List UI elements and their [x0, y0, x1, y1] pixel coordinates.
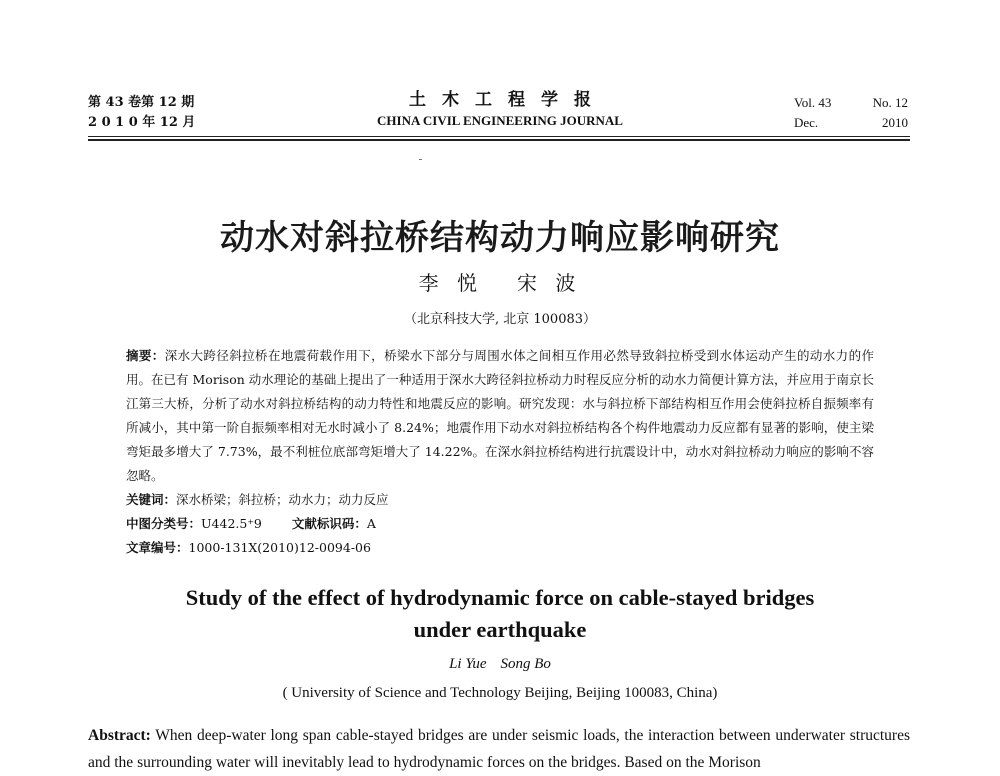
abstract-en: [88, 722, 910, 776]
abstract-en-label: Abstract:: [88, 727, 151, 744]
authors-cn: [0, 267, 1000, 296]
abstract-en-text: When deep-water long span cable-stayed bridges are under seismic loads, the interaction between underwater structures and the surrounding water will inevitably lead to hydrodynamic forces on the bridges. Based on the Morison: [88, 727, 910, 771]
journal-issue-en: [794, 93, 908, 133]
article-title-cn: 动水对斜拉桥结构动力响应影响研究: [220, 218, 780, 258]
abstract-cn-label: 摘要：: [126, 348, 165, 363]
article-title-en: [0, 582, 1000, 646]
clc-value: U442.5⁺9: [201, 516, 262, 531]
article-number-cn: [126, 536, 874, 560]
header-rule-thick: [88, 139, 910, 141]
doc-code-value: A: [366, 516, 376, 531]
author-cn: 宋 波: [517, 271, 582, 295]
keywords-cn-label: 关键词：: [126, 492, 177, 507]
authors-en: [0, 656, 1000, 673]
abstract-cn-text: 深水大跨径斜拉桥在地震荷载作用下，桥梁水下部分与周围水体之间相互作用必然导致斜拉桥受到水体运动产生的动水力的作用。在已有 Morison 动水理论的基础上提出了一种适用于深水大跨径斜拉桥动力时程反应分析的动水力简便计算方法，并应用于南京长江第三大桥，分析了动水对斜拉桥结构的动力特性和地震反应的影响。研究发现：水与斜拉桥下部结构相互作用会使斜拉桥自振频率有所减小，其中第一阶自振频率相对无水时减小了 8.24%；地震作用下动水对斜拉桥结构各个构件地震动力反应都有显著的影响，使主梁弯矩最多增大了 7.73%，最不利桩位底部弯矩增大了 14.22%。在深水斜拉桥结构进行抗震设计中，动水对斜拉桥动力响应的影响不容忽略。: [126, 348, 874, 483]
title-en-line2: under earthquake: [413, 617, 587, 642]
year-en: 2010: [882, 115, 908, 130]
title-en-line1: Study of the effect of hydrodynamic force on cable-stayed bridges: [185, 585, 815, 610]
keywords-cn-text: 深水桥梁；斜拉桥；动水力；动力反应: [176, 492, 389, 507]
number-en: No. 12: [872, 95, 908, 110]
author-cn: 李 悦: [418, 271, 483, 295]
header-rule-thin: [88, 136, 910, 137]
abstract-cn: [126, 344, 874, 488]
volume-issue-cn: 第 43 卷第 12 期: [88, 95, 195, 110]
author-en: Song Bo: [500, 656, 551, 672]
keywords-cn: [126, 488, 874, 512]
abstract-cn-block: [126, 344, 874, 560]
journal-name-cn: 土木工程学报: [409, 90, 607, 110]
scan-mark: [419, 159, 422, 160]
affiliation-en: ( University of Science and Technology Beijing, Beijing 100083, China): [282, 685, 718, 701]
classification-cn: [126, 512, 874, 536]
author-en: Li Yue: [449, 656, 487, 672]
volume-en: Vol. 43: [794, 95, 832, 110]
journal-name-en: CHINA CIVIL ENGINEERING JOURNAL: [377, 113, 623, 128]
date-cn: 2 0 1 0 年 12 月: [88, 115, 196, 130]
doc-code-label: 文献标识码：: [291, 516, 367, 531]
clc-label: 中图分类号：: [126, 516, 202, 531]
affiliation-cn: （北京科技大学, 北京 100083）: [403, 312, 597, 327]
month-en: Dec.: [794, 115, 819, 130]
article-no-label: 文章编号：: [126, 540, 189, 555]
article-no-value: 1000-131X(2010)12-0094-06: [188, 540, 371, 555]
